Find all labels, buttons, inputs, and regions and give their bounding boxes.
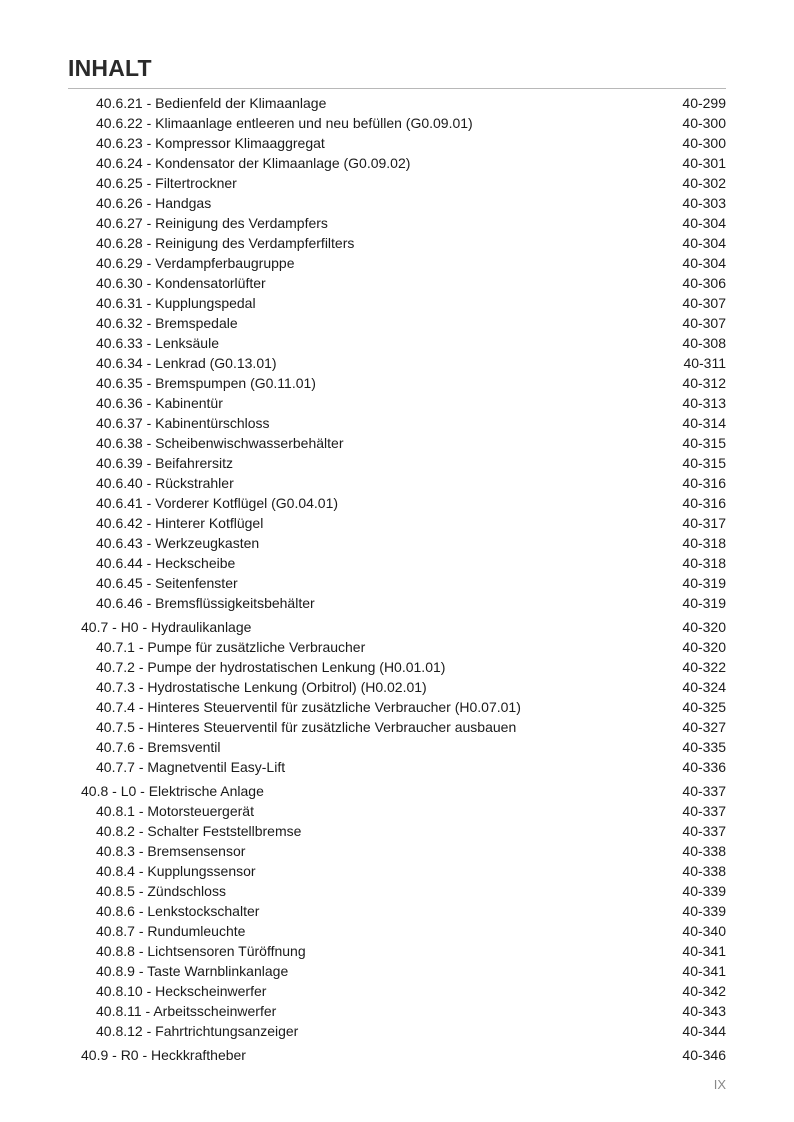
toc-entry-page: 40-338 [682,843,726,859]
toc-entry-title: 40.6.43 - Werkzeugkasten [96,535,260,551]
toc-entry-title: 40.8.7 - Rundumleuchte [96,923,246,939]
toc-entry-title: 40.6.21 - Bedienfeld der Klimaanlage [96,95,327,111]
toc-subsection-entry[interactable] [0,657,794,677]
toc-entry-page: 40-322 [682,659,726,675]
toc-entry-title: 40.6.28 - Reinigung des Verdampferfilters [96,235,355,251]
toc-subsection-entry[interactable] [0,113,794,133]
toc-subsection-entry[interactable] [0,453,794,473]
toc-entry-title: 40.6.31 - Kupplungspedal [96,295,256,311]
toc-subsection-entry[interactable] [0,253,794,273]
toc-entry-title: 40.8.3 - Bremsensensor [96,843,246,859]
toc-entry-page: 40-304 [682,215,726,231]
toc-entry-page: 40-324 [682,679,726,695]
toc-entry-page: 40-306 [682,275,726,291]
toc-entry-page: 40-325 [682,699,726,715]
toc-entry-title: 40.6.42 - Hinterer Kotflügel [96,515,264,531]
toc-entry-title: 40.6.30 - Kondensatorlüfter [96,275,266,291]
toc-subsection-entry[interactable] [0,677,794,697]
toc-entry-page: 40-301 [682,155,726,171]
toc-entry-page: 40-300 [682,115,726,131]
toc-entry-title: 40.6.45 - Seitenfenster [96,575,238,591]
toc-entry-page: 40-300 [682,135,726,151]
toc-subsection-entry[interactable] [0,413,794,433]
toc-subsection-entry[interactable] [0,373,794,393]
toc-entry-page: 40-344 [682,1023,726,1039]
toc-entry-title: 40.8.5 - Zündschloss [96,883,226,899]
toc-entry-page: 40-339 [682,883,726,899]
toc-subsection-entry[interactable] [0,393,794,413]
toc-subsection-entry[interactable] [0,961,794,981]
toc-subsection-entry[interactable] [0,313,794,333]
toc-subsection-entry[interactable] [0,573,794,593]
toc-section-entry[interactable] [0,617,794,637]
toc-subsection-entry[interactable] [0,213,794,233]
toc-entry-page: 40-320 [682,619,726,635]
toc-subsection-entry[interactable] [0,333,794,353]
toc-entry-title: 40.6.25 - Filtertrockner [96,175,237,191]
toc-entry-title: 40.8.6 - Lenkstockschalter [96,903,260,919]
toc-entry-page: 40-343 [682,1003,726,1019]
toc-entry-page: 40-315 [682,455,726,471]
toc-entry-page: 40-315 [682,435,726,451]
toc-entry-title: 40.6.26 - Handgas [96,195,212,211]
toc-subsection-entry[interactable] [0,821,794,841]
toc-entry-page: 40-316 [682,475,726,491]
toc-entry-page: 40-302 [682,175,726,191]
toc-subsection-entry[interactable] [0,921,794,941]
toc-entry-page: 40-339 [682,903,726,919]
toc-section-entry[interactable] [0,1045,794,1065]
toc-subsection-entry[interactable] [0,941,794,961]
toc-entry-title: 40.6.37 - Kabinentürschloss [96,415,270,431]
toc-entry-page: 40-335 [682,739,726,755]
toc-entry-page: 40-311 [683,355,726,371]
toc-entry-title: 40.7 - H0 - Hydraulikanlage [81,619,252,635]
toc-entry-page: 40-342 [682,983,726,999]
toc-entry-page: 40-320 [682,639,726,655]
toc-entry-page: 40-316 [682,495,726,511]
toc-entry-title: 40.6.40 - Rückstrahler [96,475,234,491]
toc-subsection-entry[interactable] [0,801,794,821]
toc-entry-page: 40-307 [682,315,726,331]
toc-entry-page: 40-319 [682,595,726,611]
toc-subsection-entry[interactable] [0,153,794,173]
toc-entry-title: 40.8.10 - Heckscheinwerfer [96,983,267,999]
toc-subsection-entry[interactable] [0,841,794,861]
toc-entry-title: 40.6.29 - Verdampferbaugruppe [96,255,295,271]
title-divider [68,88,726,89]
toc-subsection-entry[interactable] [0,233,794,253]
toc-entry-title: 40.6.22 - Klimaanlage entleeren und neu befüllen (G0.09.01) [96,115,473,131]
toc-subsection-entry[interactable] [0,433,794,453]
toc-entry-page: 40-346 [682,1047,726,1063]
toc-entry-title: 40.8.11 - Arbeitsscheinwerfer [96,1003,277,1019]
toc-entry-title: 40.6.24 - Kondensator der Klimaanlage (G0.09.02) [96,155,411,171]
toc-entry-title: 40.8.1 - Motorsteuergerät [96,803,254,819]
toc-section-entry[interactable] [0,781,794,801]
toc-entry-page: 40-341 [682,963,726,979]
toc-subsection-entry[interactable] [0,697,794,717]
toc-entry-title: 40.6.36 - Kabinentür [96,395,223,411]
toc-subsection-entry[interactable] [0,473,794,493]
toc-entry-title: 40.6.44 - Heckscheibe [96,555,236,571]
toc-entry-title: 40.7.6 - Bremsventil [96,739,221,755]
toc-entry-title: 40.7.4 - Hinteres Steuerventil für zusätzliche Verbraucher (H0.07.01) [96,699,521,715]
toc-entry-page: 40-312 [682,375,726,391]
page-title: INHALT [68,55,152,81]
toc-entry-page: 40-304 [682,235,726,251]
toc-entry-page: 40-318 [682,555,726,571]
toc-entry-page: 40-327 [682,719,726,735]
toc-entry-title: 40.7.1 - Pumpe für zusätzliche Verbraucher [96,639,366,655]
toc-subsection-entry[interactable] [0,353,794,373]
toc-entry-page: 40-303 [682,195,726,211]
toc-subsection-entry[interactable] [0,1001,794,1021]
toc-subsection-entry[interactable] [0,593,794,613]
toc-entry-title: 40.8.4 - Kupplungssensor [96,863,256,879]
toc-entry-title: 40.9 - R0 - Heckkraftheber [81,1047,246,1063]
toc-subsection-entry[interactable] [0,533,794,553]
toc-entry-page: 40-336 [682,759,726,775]
toc-entry-title: 40.6.33 - Lenksäule [96,335,219,351]
table-of-contents [0,93,794,1065]
toc-subsection-entry[interactable] [0,273,794,293]
toc-entry-title: 40.6.34 - Lenkrad (G0.13.01) [96,355,277,371]
toc-entry-title: 40.6.38 - Scheibenwischwasserbehälter [96,435,344,451]
toc-entry-page: 40-317 [682,515,726,531]
toc-entry-title: 40.6.39 - Beifahrersitz [96,455,233,471]
toc-subsection-entry[interactable] [0,901,794,921]
toc-entry-title: 40.8.9 - Taste Warnblinkanlage [96,963,289,979]
toc-entry-page: 40-338 [682,863,726,879]
toc-entry-page: 40-318 [682,535,726,551]
toc-entry-page: 40-337 [682,823,726,839]
toc-entry-title: 40.8.2 - Schalter Feststellbremse [96,823,302,839]
toc-entry-page: 40-304 [682,255,726,271]
toc-entry-title: 40.6.32 - Bremspedale [96,315,238,331]
toc-subsection-entry[interactable] [0,637,794,657]
toc-entry-title: 40.7.2 - Pumpe der hydrostatischen Lenkung (H0.01.01) [96,659,446,675]
toc-subsection-entry[interactable] [0,93,794,113]
toc-entry-title: 40.6.35 - Bremspumpen (G0.11.01) [96,375,316,391]
toc-subsection-entry[interactable] [0,1021,794,1041]
toc-subsection-entry[interactable] [0,717,794,737]
toc-subsection-entry[interactable] [0,737,794,757]
toc-entry-title: 40.8 - L0 - Elektrische Anlage [81,783,264,799]
toc-entry-page: 40-313 [682,395,726,411]
toc-subsection-entry[interactable] [0,881,794,901]
toc-entry-page: 40-319 [682,575,726,591]
toc-entry-title: 40.8.12 - Fahrtrichtungsanzeiger [96,1023,299,1039]
toc-subsection-entry[interactable] [0,493,794,513]
toc-entry-title: 40.7.7 - Magnetventil Easy-Lift [96,759,286,775]
toc-entry-page: 40-341 [682,943,726,959]
toc-entry-page: 40-337 [682,803,726,819]
toc-subsection-entry[interactable] [0,193,794,213]
toc-entry-title: 40.7.5 - Hinteres Steuerventil für zusätzliche Verbraucher ausbauen [96,719,517,735]
toc-subsection-entry[interactable] [0,981,794,1001]
page-number: IX [713,1077,726,1092]
toc-entry-page: 40-308 [682,335,726,351]
toc-entry-page: 40-337 [682,783,726,799]
toc-entry-title: 40.7.3 - Hydrostatische Lenkung (Orbitrol) (H0.02.01) [96,679,427,695]
toc-subsection-entry[interactable] [0,173,794,193]
toc-entry-title: 40.8.8 - Lichtsensoren Türöffnung [96,943,306,959]
toc-entry-page: 40-299 [682,95,726,111]
toc-entry-page: 40-340 [682,923,726,939]
toc-entry-page: 40-314 [682,415,726,431]
toc-subsection-entry[interactable] [0,133,794,153]
toc-subsection-entry[interactable] [0,513,794,533]
toc-subsection-entry[interactable] [0,553,794,573]
toc-subsection-entry[interactable] [0,757,794,777]
toc-entry-page: 40-307 [682,295,726,311]
toc-subsection-entry[interactable] [0,293,794,313]
toc-entry-title: 40.6.46 - Bremsflüssigkeitsbehälter [96,595,315,611]
toc-subsection-entry[interactable] [0,861,794,881]
toc-entry-title: 40.6.27 - Reinigung des Verdampfers [96,215,328,231]
toc-entry-title: 40.6.23 - Kompressor Klimaaggregat [96,135,325,151]
toc-entry-title: 40.6.41 - Vorderer Kotflügel (G0.04.01) [96,495,339,511]
